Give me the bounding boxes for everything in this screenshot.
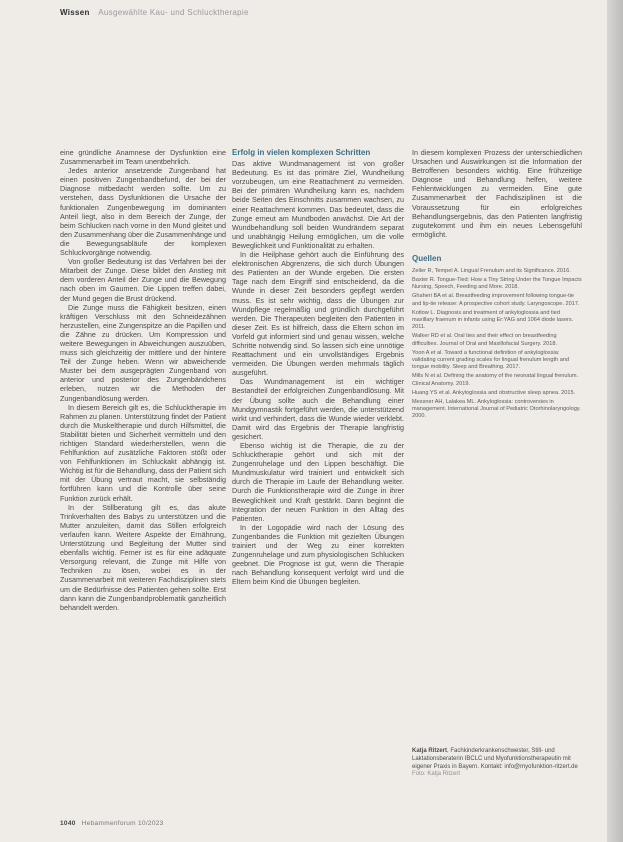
body-paragraph: In diesem komplexen Prozess der unterschiedlichen Ursachen und Auswirkungen ist die Information der Betroffenen besonders wichtig. Eine frühzeitige Diagnose und Behandlung helfen, weitere Fehlentwicklungen zu vermeiden. Eine gute Zusammenarbeit der Fachdisziplinen ist die Voraussetzung für ein erfolgreiches Behandlungsergebnis, das den Patienten langfristig zugutekommt und ihm ein neues Lebensgefühl ermöglicht. — [412, 148, 582, 239]
body-paragraph: eine gründliche Anamnese der Dysfunktion eine Zusammenarbeit im Team unentbehrlich. — [60, 148, 226, 167]
body-paragraph: Das Wundmanagement ist ein wichtiger Bestandteil der erfolgreichen Zungenbandlösung. Mit der Übung sollte auch die Behandlung einer Mundgymnastik fortgeführt werden, die unterstützend wirkt und verhindert, dass die Wunde wieder verklebt. Damit wird das Ergebnis der Therapie langfristig gesichert. — [232, 377, 404, 441]
section-label: Wissen — [60, 8, 90, 17]
reference-item: Messner AH, Lalakea ML. Ankyloglossia: controversies in management. International Journal of Pediatric Otorhinolaryngology. 2000. — [412, 398, 581, 420]
section-heading: Erfolg in vielen komplexen Schritten — [232, 148, 371, 157]
photo-credit: Foto: Katja Ritzert — [412, 771, 461, 778]
body-paragraph: Jedes anterior ansetzende Zungenband hat einen positiven Zungenbandbefund, der bei der Diagnose mitbedacht werden sollte. Um zu verstehen, dass Dysfunktionen die Ursache der funktionalen Zungenbewegung im dominanten Anteil liegt, also in dem Bereich der Zunge, der beim Schlucken nach vorne in den Mund gleitet und den Zusammenhang über die Zusammenhänge und die Bewegungsabläufe der komplexen Schluckvorgänge notwendig. — [60, 166, 226, 258]
body-paragraph: Von großer Bedeutung ist das Verfahren bei der Mitarbeit der Zunge. Diese bildet den Anstieg mit dem vorderen Anteil der Zunge und die Bewegung nach oben im Gaumen. Die Lippen treffen dabei, der Mund gegen die Brust drückend. — [60, 257, 226, 303]
reference-item: Walker RD et al. Oral ties and their effect on breastfeeding difficulties. Journal of Oral and Maxillofacial Surgery. 2018. — [412, 333, 557, 347]
page-edge-shadow — [607, 0, 623, 842]
page-footer — [60, 820, 164, 827]
reference-item: Yoon A et al. Toward a functional definition of ankyloglossia: validating current grading scales for lingual frenulum length and tongue mobility. Sleep and Breathing. 2017. — [412, 349, 570, 371]
author-name: Katja Ritzert — [412, 748, 448, 754]
reference-item: Mills N et al. Defining the anatomy of the neonatal lingual frenulum. Clinical Anatomy. 2019. — [412, 373, 579, 387]
reference-item: Huang YS et al. Ankyloglossia and obstructive sleep apnea. 2015. — [412, 389, 576, 396]
column-3 — [412, 148, 582, 239]
body-paragraph: Die Zunge muss die Fähigkeit besitzen, einen kräftigen Verschluss mit den Schneidezähnen herzustellen, eine Zungenspitze an die Papillen und die Zähne zu drücken. Um Kompression und weitere Bewegungen in Abweichungen auszuüben, muss sich gleichzeitig der mittlere und der hintere Teil der Zunge heben. Wenn wir abweichende Muster bei dem ausgeprägten Zungenband von anterior und posterior des Zungenbändchens erleben, nutzen wir die Methoden der Zungenbandlösung werden. — [60, 302, 226, 403]
page-number: 1040 — [60, 820, 76, 827]
author-bio: Fachkinderkrankenschwester, Still- und Laktationsberaterin IBCLC und Myofunktionstherapeutin mit eigener Praxis in Bayern. Kontakt: info@myofunktion-ritzert.de — [412, 748, 578, 770]
journal-issue: Hebammenforum 10/2023 — [81, 820, 164, 827]
body-paragraph: In diesem Bereich gilt es, die Schlucktherapie im Rahmen zu planen. Unterstützung findet der Patient durch die Muskeltherapie und durch Hilfsmittel, die Stabilität bieten und Sicherheit vermitteln und den richtigen Standard wiederherstellen, wenn die Fehlfunktion auf zusätzliche Faktoren stößt oder von Fehlfunktionen im Schluckakt abhängig ist. Wichtig ist für die Behandlung, dass der Patient sich mit der Übung vertraut macht, sie selbständig fortführen kann und die Kontrolle über seine Funktion zurück erhält. — [60, 402, 226, 503]
references-list — [412, 268, 582, 422]
body-paragraph: In der Stillberatung gilt es, das akute Trinkverhalten des Babys zu unterstützen und die Mutter anzuleiten, damit das Stillen erfolgreich verlaufen kann. Weitere Aspekte der Ernährung, Unterstützung und Begleitung der Mutter sind ebenfalls wichtig. Ferner ist es für eine adäquate Versorgung relevant, die Zunge mit Hilfe von Techniken zu lösen, wobei es in der Zusammenarbeit mit weiteren Fachdisziplinen stets um die Bedürfnisse des Patienten gehen sollte. Erst dann kann die Zungenbandproblematik ganzheitlich behandelt werden. — [60, 502, 226, 612]
running-header — [60, 8, 249, 17]
body-paragraph: In der Logopädie wird nach der Lösung des Zungenbandes die Funktion mit gezielten Übungen trainiert und der Weg zu einer korrekten Zungenruhelage und zum physiologischen Schlucken geebnet. Die Prognose ist gut, wenn die Therapie nach Behandlung konsequent verfolgt wird und die Eltern beim Kind die Übungen begleiten. — [232, 522, 404, 587]
author-box: Katja Ritzert, Fachkinderkrankenschwester, Still- und Laktationsberaterin IBCLC und Myofunktionstherapeutin mit eigener Praxis in Bayern. Kontakt: info@myofunktion-ritzert.de Foto: Katja Ritzert — [412, 748, 582, 779]
section-subtitle: Ausgewählte Kau- und Schlucktherapie — [98, 8, 249, 17]
body-paragraph: Das aktive Wundmanagement ist von großer Bedeutung. Es ist das primäre Ziel, Wundheilung vorzubeugen, um eine Reattachment zu vermeiden. Bei der primären Wundheilung kann es, nachdem beide Seiten des Einschnitts zusammen wachsen, zu einer Reattachment kommen. Das bedeutet, dass die Zunge erneut am Mundboden anwächst. Die Art der Wundbehandlung soll beiden Wundrändern separat und unabhängig Heilung ermöglichen, um die volle Beweglichkeit und Funktionalität zu erhalten. — [232, 159, 404, 250]
column-2 — [232, 148, 404, 587]
reference-item: Ghaheri BA et al. Breastfeeding improvement following tongue-tie and lip-tie release: A prospective cohort study. Laryngoscope. 2017. — [412, 293, 580, 307]
references-title: Quellen — [412, 254, 442, 263]
body-paragraph: In die Heilphase gehört auch die Einführung des elektronischen Abgrenzens, die sich durch Übungen des Patienten an der Wunde ergeben. Die ersten Tage nach dem Eingriff sind entscheidend, da die Wunde in dieser Zeit besonders gepflegt werden muss. Es ist sehr wichtig, dass die Übungen zur Wundpflege regelmäßig und gründlich durchgeführt werden. Die Therapeuten begleiten den Patienten in dieser Zeit. Es ist hilfreich, dass die Eltern schon im Vorfeld gut informiert sind und genau wissen, welche Schritte notwendig sind. So lassen sich eine unnötige Reattachment und ein unvollständiges Ergebnis vermeiden. Die Übungen werden mehrmals täglich ausgeführt. — [232, 250, 404, 378]
column-1 — [60, 148, 226, 612]
reference-item: Zeller R, Tempel A. Lingual Frenulum and its Significance. 2016. — [412, 268, 571, 274]
body-paragraph: Ebenso wichtig ist die Therapie, die zu der Schlucktherapie gehört und sich mit der Zungenruhelage und den Lippen beschäftigt. Die Mundmuskulatur wird trainiert und entwickelt sich durch die Therapie im Laufe der Behandlung weiter. Durch die Funktionstherapie wird die Zunge in ihrer Beweglichkeit und Kraft gestärkt. Dann beginnt die Integration der neuen Funktion in den Alltag des Patienten. — [232, 441, 404, 523]
reference-item: Kotlow L. Diagnosis and treatment of ankyloglossia and tied maxillary fraenum in infants using Er:YAG and 1064 diode lasers. 2011. — [412, 309, 574, 331]
reference-item: Baxter R. Tongue-Tied: How a Tiny String Under the Tongue Impacts Nursing, Speech, Feeding and More. 2018. — [412, 276, 582, 291]
